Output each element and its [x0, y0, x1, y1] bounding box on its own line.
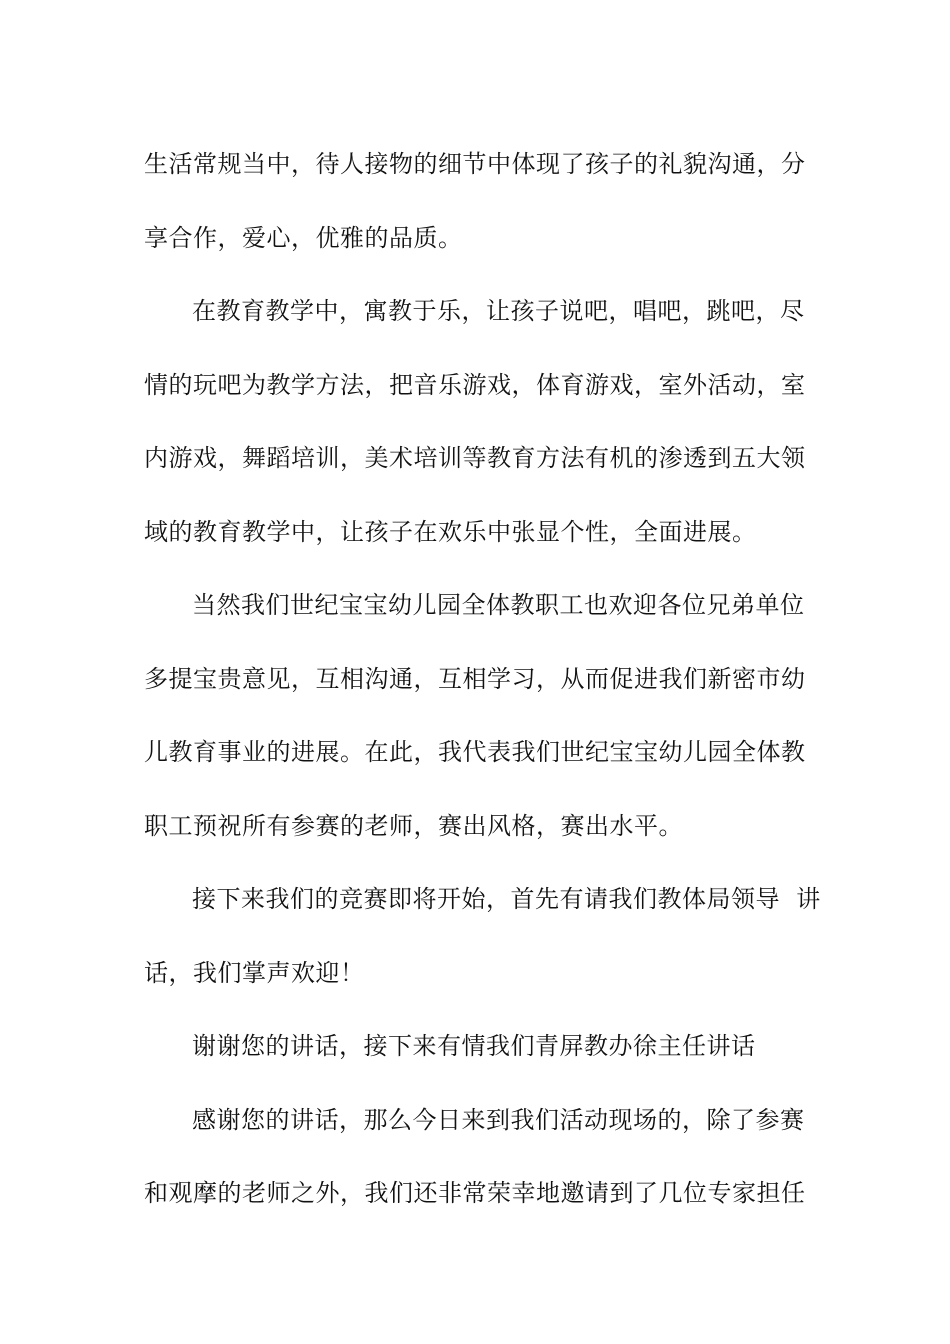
- line: 情的玩吧为教学方法，把音乐游戏，体育游戏，室外活动，室: [144, 370, 806, 399]
- line: 谢谢您的讲话，接下来有情我们青屏教办徐主任讲话: [192, 1032, 756, 1060]
- paragraph-2: [144, 275, 808, 569]
- line: 儿教育事业的进展。在此，我代表我们世纪宝宝幼儿园全体教: [144, 738, 806, 766]
- line: 内游戏，舞蹈培训，美术培训等教育方法有机的渗透到五大领: [144, 444, 806, 472]
- line: 接下来我们的竞赛即将开始，首先有请我们教体局领导 讲: [192, 885, 821, 913]
- line: 和观摩的老师之外，我们还非常荣幸地邀请到了几位专家担任: [144, 1179, 806, 1207]
- line: 在教育教学中，寓教于乐，让孩子说吧，唱吧，跳吧，尽: [192, 297, 805, 325]
- document-body: [144, 128, 821, 1231]
- paragraph-1: [144, 128, 808, 275]
- line: 感谢您的讲话，那么今日来到我们活动现场的，除了参赛: [192, 1105, 805, 1134]
- paragraph-3: [144, 569, 808, 863]
- line: 域的教育教学中，让孩子在欢乐中张显个性，全面进展。: [144, 517, 757, 546]
- paragraph-4: [144, 863, 821, 1010]
- line: 职工预祝所有参赛的老师，赛出风格，赛出水平。: [144, 811, 683, 840]
- paragraph-6: [144, 1084, 808, 1231]
- line: 多提宝贵意见，互相沟通，互相学习，从而促进我们新密市幼: [144, 664, 806, 693]
- line: 生活常规当中，待人接物的细节中体现了孩子的礼貌沟通，分: [144, 150, 806, 178]
- line: 享合作，爱心，优雅的品质。: [144, 223, 463, 252]
- paragraph-5: [144, 1010, 808, 1084]
- line: 话，我们掌声欢迎！: [144, 958, 365, 987]
- line: 当然我们世纪宝宝幼儿园全体教职工也欢迎各位兄弟单位: [192, 591, 805, 619]
